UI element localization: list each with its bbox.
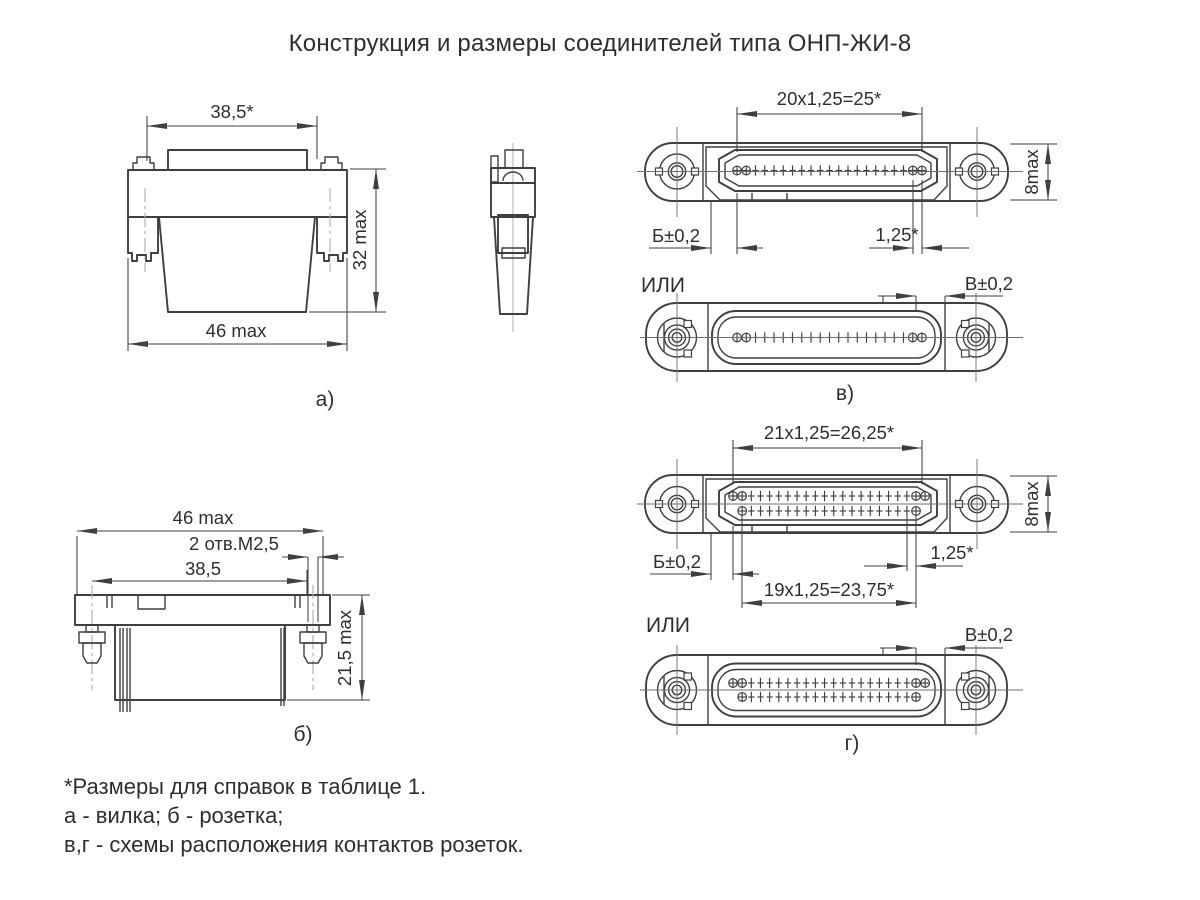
dim-v-pitch: 1,25* xyxy=(875,224,919,245)
view-a-plug-front xyxy=(128,101,386,411)
view-v-variant2 xyxy=(640,273,1023,405)
dim-v-v: В±0,2 xyxy=(964,273,1014,294)
or-label-v: ИЛИ xyxy=(641,274,685,297)
dim-b-inner: 38,5 xyxy=(184,558,222,579)
contact-row-g1-top xyxy=(729,491,930,501)
view-v-label: в) xyxy=(835,382,855,405)
view-a-side xyxy=(491,143,535,332)
view-b-socket-side xyxy=(75,507,370,746)
dim-g-pitch: 1,25* xyxy=(930,542,974,563)
page-title: Конструкция и размеры соединителей типа ОНП-ЖИ-8 xyxy=(288,30,912,57)
footnote-reference: *Размеры для справок в таблице 1. xyxy=(64,774,427,799)
dim-g-span2: 19х1,25=23,75* xyxy=(763,579,895,600)
footnote-views-vg: в,г - схемы расположения контактов розеток. xyxy=(64,832,524,857)
contact-row-g2-top xyxy=(729,678,930,688)
dim-b-height: 21,5 max xyxy=(334,609,355,687)
dim-a-top: 38,5* xyxy=(210,101,254,122)
dim-a-bottom: 46 max xyxy=(205,320,267,341)
view-v-variant1 xyxy=(637,88,1057,254)
view-g-variant2 xyxy=(640,614,1023,755)
dim-g-b: Б±0,2 xyxy=(652,551,702,572)
or-label-g: ИЛИ xyxy=(646,614,690,637)
dim-v-height: 8max xyxy=(1021,149,1042,195)
dim-v-b: Б±0,2 xyxy=(651,225,701,246)
dim-g-height: 8max xyxy=(1021,481,1042,527)
contact-row-g2-bottom xyxy=(738,692,920,702)
contact-row-v1 xyxy=(733,165,927,175)
dim-a-height: 32 max xyxy=(349,209,370,271)
mount-ear-left xyxy=(656,127,699,217)
dim-g-v: В±0,2 xyxy=(964,624,1014,645)
view-b-label: б) xyxy=(293,723,313,746)
contact-row-g1-bottom xyxy=(738,506,920,516)
footnote-views-ab: а - вилка; б - розетка; xyxy=(64,803,284,828)
view-a-label: а) xyxy=(315,388,335,411)
view-g-label: г) xyxy=(844,732,860,755)
view-g-variant1 xyxy=(637,422,1057,608)
footnotes xyxy=(64,772,523,859)
dim-v-span: 20х1,25=25* xyxy=(776,88,882,109)
mount-ear-right xyxy=(956,127,999,217)
dim-b-width: 46 max xyxy=(172,507,234,528)
dim-b-holes: 2 отв.М2,5 xyxy=(189,533,279,554)
dim-g-span: 21х1,25=26,25* xyxy=(763,422,895,443)
